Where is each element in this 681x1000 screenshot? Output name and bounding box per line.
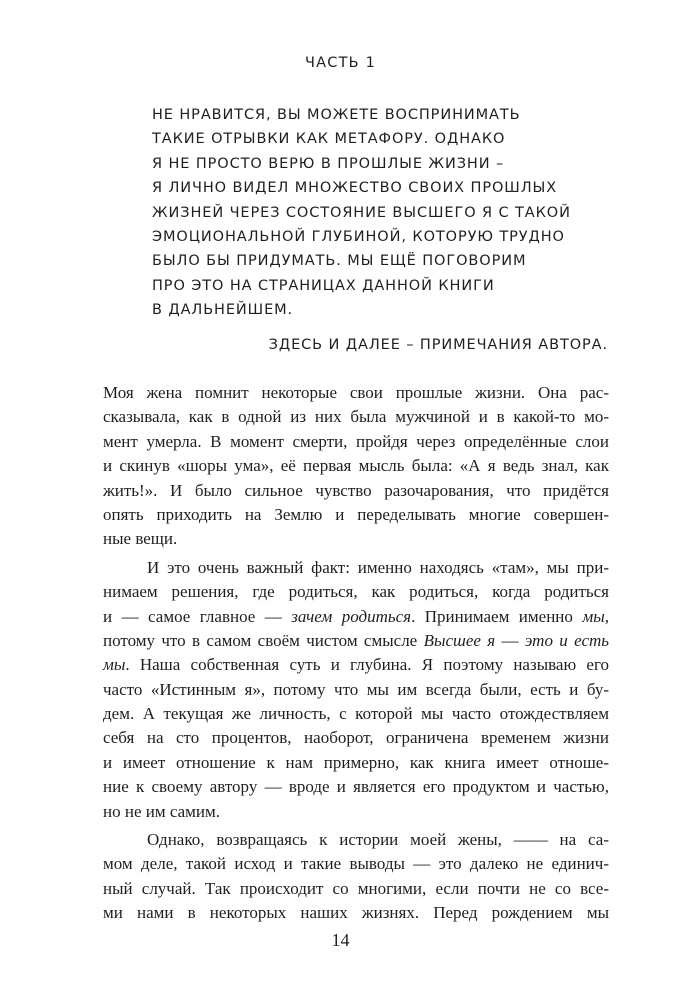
- footnote-line: ЭМОЦИОНАЛЬНОЙ ГЛУБИНОЙ, КОТОРУЮ ТРУДНО: [152, 228, 565, 245]
- text-line: Моя жена помнит некоторые свои прошлые жизни. Она рас-: [103, 383, 609, 402]
- text-line: часто «Истинным я», потому что мы им всегда были, есть и бу-: [103, 679, 609, 699]
- paragraph-3: [103, 828, 609, 926]
- paragraph-2: [103, 556, 609, 824]
- emphasis: мы: [103, 655, 126, 675]
- text-line: ние к своему автору — вроде и является его продуктом и частью,: [103, 777, 609, 797]
- footnote-caption: ЗДЕСЬ И ДАЛЕЕ – ПРИМЕЧАНИЯ АВТОРА.: [268, 337, 608, 353]
- text-line: но не им самим.: [103, 801, 221, 821]
- text-line: мент умерла. В момент смерти, пройдя через определённые слои: [103, 431, 609, 451]
- text-line: мом деле, такой исход и такие выводы — это далеко не единич-: [103, 854, 609, 874]
- paragraph-1: [103, 381, 609, 552]
- text-line: опять приходить на Землю и переделывать многие совершен-: [103, 504, 609, 524]
- footnote-line: Я НЕ ПРОСТО ВЕРЮ В ПРОШЛЫЕ ЖИЗНИ –: [152, 155, 505, 172]
- text-line: мы. Наша собственная суть и глубина. Я поэтому называю его: [103, 655, 609, 675]
- text-line: потому что в самом своём чистом смысле Высшее я — это и есть: [103, 630, 610, 650]
- footnote-line: ТАКИЕ ОТРЫВКИ КАК МЕТАФОРУ. ОДНАКО: [152, 131, 506, 148]
- text-line: себя на сто процентов, наоборот, ограничена временем жизни: [103, 728, 609, 748]
- footnote-line: БЫЛО БЫ ПРИДУМАТЬ. МЫ ЕЩЁ ПОГОВОРИМ: [152, 253, 527, 270]
- text-line: сказывала, как в одной из них была мужчиной и в какой-то мо-: [103, 407, 609, 427]
- emphasis: зачем родиться: [291, 606, 412, 626]
- footnote-line: ЖИЗНЕЙ ЧЕРЕЗ СОСТОЯНИЕ ВЫСШЕГО Я С ТАКОЙ: [152, 204, 571, 221]
- page-number: 14: [331, 930, 350, 950]
- text-line: нимаем решения, где родиться, как родиться, когда родиться: [103, 582, 609, 602]
- text-line: жить!». И было сильное чувство разочарования, что придётся: [103, 480, 609, 500]
- text-line: ные вещи.: [103, 529, 178, 549]
- text-line: дем. А текущая же личность, с которой мы часто отождествляем: [103, 704, 609, 724]
- footnote-line: В ДАЛЬНЕЙШЕМ.: [152, 302, 294, 319]
- emphasis: это и есть: [524, 630, 610, 650]
- emphasis: Высшее я: [423, 630, 496, 650]
- footnote-line: НЕ НРАВИТСЯ, ВЫ МОЖЕТЕ ВОСПРИНИМАТЬ: [152, 107, 521, 123]
- text-line: И это очень важный факт: именно находясь «там», мы при-: [147, 557, 609, 577]
- body-text: [103, 381, 609, 926]
- text-line: ный случай. Так происходит со многими, если почти не со все-: [103, 878, 609, 898]
- text-line: и скинув «шоры ума», её первая мысль была: «А я ведь знал, как: [103, 456, 609, 476]
- text-line: Однако, возвращаясь к истории моей жены, —— на са-: [147, 830, 609, 850]
- emphasis: мы: [582, 606, 605, 626]
- footnote-line: Я ЛИЧНО ВИДЕЛ МНОЖЕСТВО СВОИХ ПРОШЛЫХ: [152, 180, 558, 197]
- footnote-line: ПРО ЭТО НА СТРАНИЦАХ ДАННОЙ КНИГИ: [152, 277, 495, 294]
- text-line: ми нами в некоторых наших жизнях. Перед рождением мы: [103, 903, 609, 923]
- footnote-block: [152, 103, 602, 323]
- text-line: и — самое главное — зачем родиться. Принимаем именно мы,: [103, 606, 609, 626]
- running-header: ЧАСТЬ 1: [304, 55, 377, 71]
- text-line: и имеет отношение к нам примерно, как книга имеет отноше-: [103, 752, 609, 772]
